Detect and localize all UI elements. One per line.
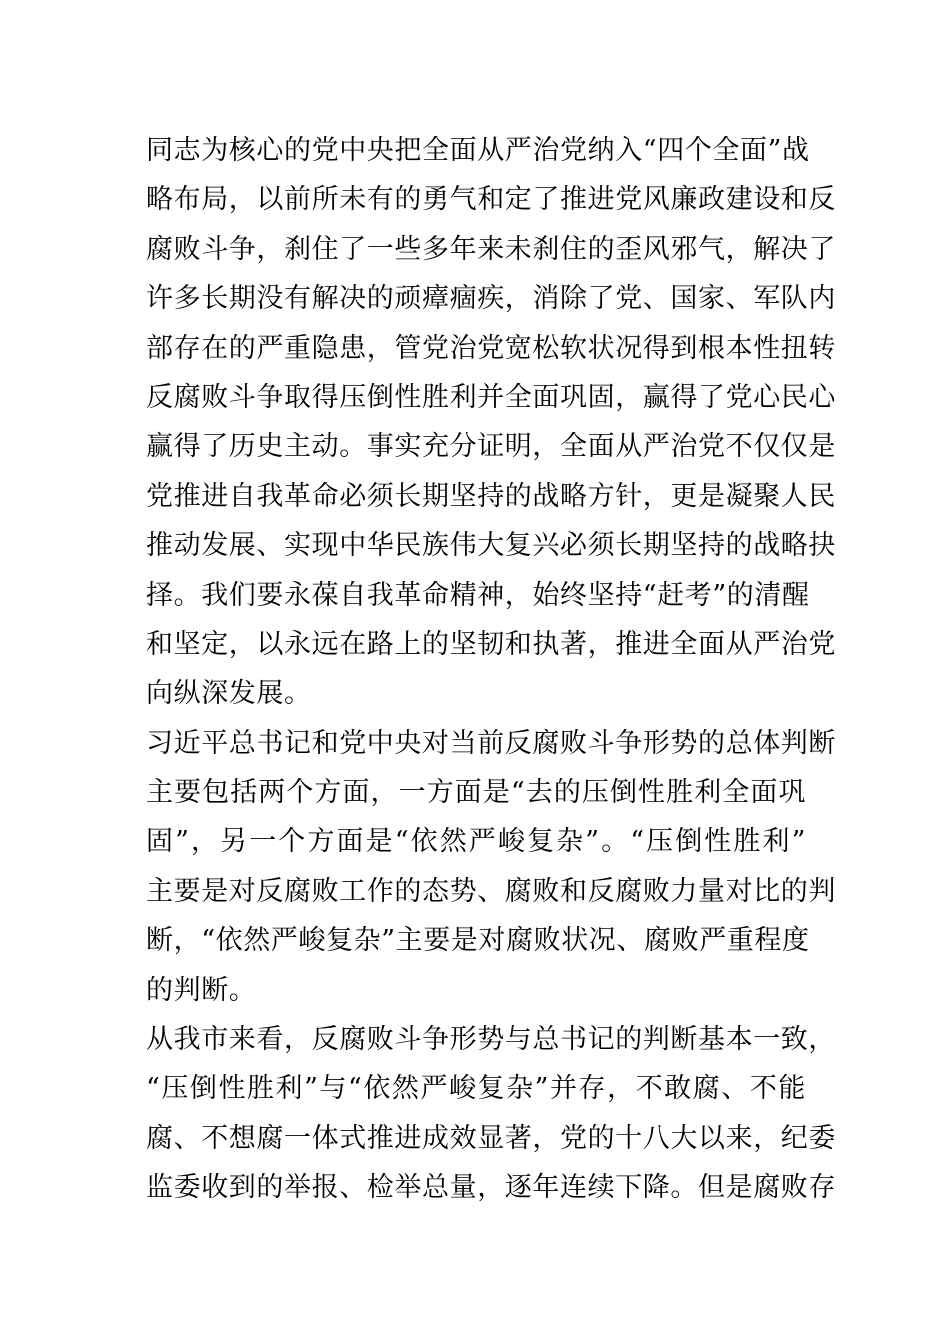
text-line: 腐、不想腐一体式推进成效显著，党的十八大以来，纪委	[146, 1122, 836, 1154]
text-line: 同志为核心的党中央把全面从严治党纳入“四个全面”战	[146, 135, 810, 166]
text-line: 择。我们要永葆自我革命精神，始终坚持“赶考”的清醒	[146, 579, 810, 611]
text-line: 监委收到的举报、检举总量，逐年连续下降。但是腐败存	[146, 1172, 836, 1204]
text-line: 部存在的严重隐患，管党治党宽松软状况得到根本性扭转	[146, 332, 836, 364]
document-body	[146, 126, 836, 1213]
paragraph-3	[146, 1015, 836, 1213]
paragraph-2	[146, 719, 836, 1015]
text-line: 从我市来看，反腐败斗争形势与总书记的判断基本一致，	[146, 1024, 836, 1056]
text-line: 赢得了历史主动。事实充分证明，全面从严治党不仅仅是	[146, 431, 836, 463]
text-line: 反腐败斗争取得压倒性胜利并全面巩固，赢得了党心民心	[146, 381, 836, 413]
text-line: 推动发展、实现中华民族伟大复兴必须长期坚持的战略抉	[146, 530, 836, 562]
text-line: 断，“依然严峻复杂”主要是对腐败状况、腐败严重程度	[146, 925, 810, 957]
text-line: 固”，另一个方面是“依然严峻复杂”。“压倒性胜利”	[146, 826, 806, 858]
text-line: 许多长期没有解决的顽瘴痼疾，消除了党、国家、军队内	[146, 283, 836, 315]
text-line: 向纵深发展。	[146, 678, 312, 710]
text-line: 的判断。	[146, 974, 257, 1006]
text-line: 腐败斗争，刹住了一些多年来未刹住的歪风邪气，解决了	[146, 233, 836, 265]
text-line: “压倒性胜利”与“依然严峻复杂”并存，不敢腐、不能	[146, 1073, 806, 1105]
text-line: 主要包括两个方面，一方面是“去的压倒性胜利全面巩	[146, 777, 806, 809]
text-line: 主要是对反腐败工作的态势、腐败和反腐败力量对比的判	[146, 875, 836, 907]
text-line: 略布局，以前所未有的勇气和定了推进党风廉政建设和反	[146, 184, 836, 216]
text-line: 党推进自我革命必须长期坚持的战略方针，更是凝聚人民	[146, 480, 836, 512]
text-line: 习近平总书记和党中央对当前反腐败斗争形势的总体判断	[146, 727, 836, 759]
paragraph-1	[146, 126, 836, 719]
text-line: 和坚定，以永远在路上的坚韧和执著，推进全面从严治党	[146, 628, 836, 660]
